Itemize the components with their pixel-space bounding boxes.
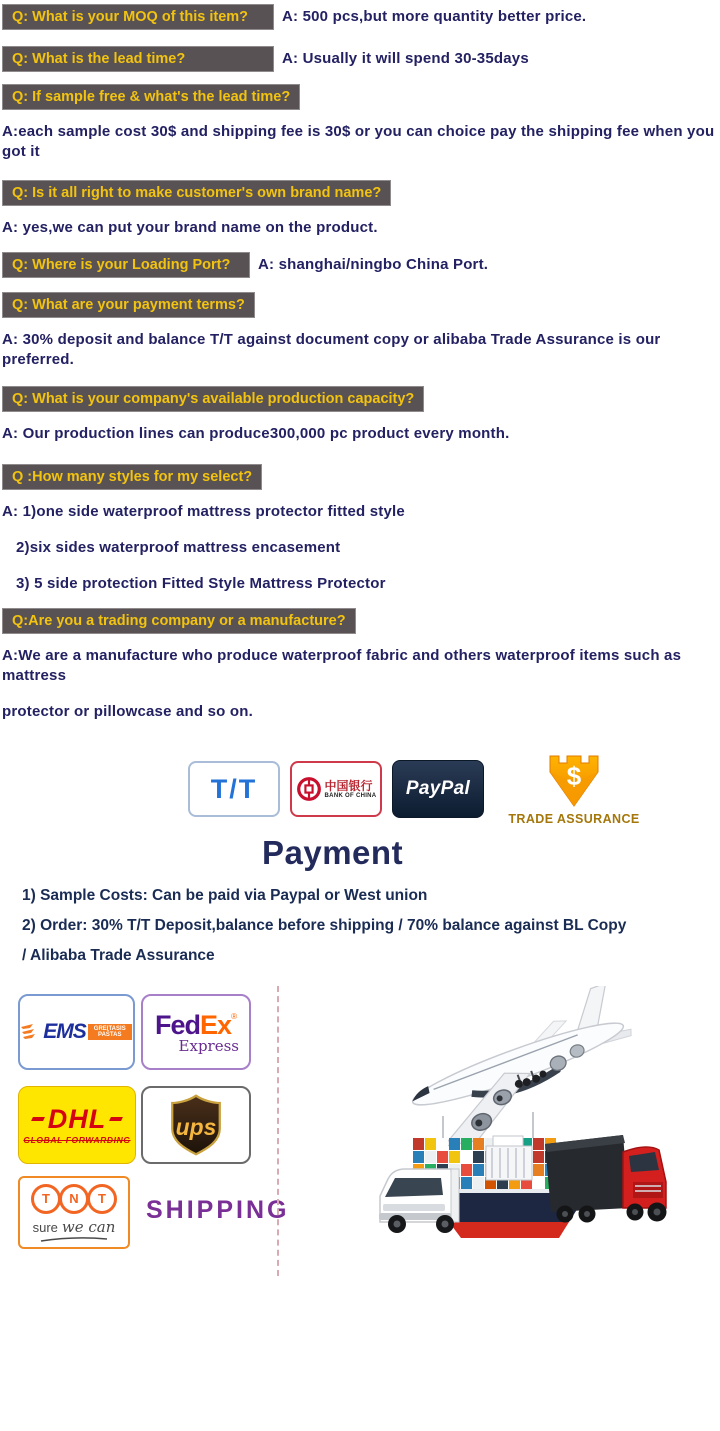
- answer-text: A:We are a manufacture who produce waterproof fabric and others waterproof items such as mattress: [2, 647, 682, 684]
- question-bar: Q: Where is your Loading Port?: [2, 252, 250, 278]
- freight-collage-illustration: [283, 986, 715, 1281]
- answer-text: A: Our production lines can produce300,000 pc product every month.: [2, 425, 510, 442]
- payment-notes: [22, 886, 720, 966]
- dhl-label: DHL: [47, 1103, 107, 1134]
- tnt-letter-circle: N: [59, 1184, 89, 1214]
- fedex-logo: [141, 994, 251, 1070]
- delivery-van-illustration: [379, 1169, 459, 1233]
- tnt-letter-circle: T: [87, 1184, 117, 1214]
- dhl-sub-label: GLOBAL FORWARDING: [23, 1134, 131, 1145]
- answer-text: 3) 5 side protection Fitted Style Mattress Protector: [16, 575, 386, 592]
- answer-text: protector or pillowcase and so on.: [2, 703, 254, 720]
- tnt-underline-swoosh-icon: [39, 1236, 109, 1244]
- question-bar: Q: If sample free & what's the lead time?: [2, 84, 300, 110]
- tt-label: T/T: [210, 773, 258, 804]
- question-bar: Q:Are you a trading company or a manufacture?: [2, 608, 356, 634]
- ems-label: EMS: [43, 1020, 86, 1043]
- bank-of-china-text: [325, 780, 377, 799]
- tnt-slogan: [33, 1218, 116, 1236]
- answer-text: A: yes,we can put your brand name on the product.: [2, 219, 378, 236]
- tt-logo: [188, 761, 280, 817]
- tnt-slogan-sure: sure: [32, 1219, 58, 1235]
- faq-item: [2, 292, 720, 370]
- payment-note: / Alibaba Trade Assurance: [22, 947, 215, 964]
- faq-item: [2, 464, 720, 594]
- registered-mark: ®: [231, 1011, 237, 1021]
- shipping-heading: SHIPPING: [146, 1196, 290, 1224]
- question-bar: Q: Is it all right to make customer's own brand name?: [2, 180, 391, 206]
- trade-assurance-shield-icon: [542, 752, 606, 810]
- faq-item: [2, 386, 720, 444]
- tnt-slogan-wecan: we can: [61, 1217, 116, 1236]
- faq-item: [2, 252, 720, 278]
- bank-of-china-cn-label: 中国银行: [324, 778, 373, 793]
- ems-sub-label: GREITASIS PAŠTAS: [88, 1024, 132, 1040]
- answer-text: A: 30% deposit and balance T/T against document copy or alibaba Trade Assurance is our preferred.: [2, 331, 661, 368]
- bank-of-china-en-label: BANK OF CHINA: [324, 792, 377, 799]
- payment-section: [0, 752, 720, 966]
- question-bar: Q: What is your MOQ of this item?: [2, 4, 274, 30]
- dollar-symbol: $: [566, 761, 582, 791]
- faq-item: [2, 4, 720, 30]
- answer-text: A: Usually it will spend 30-35days: [282, 50, 529, 67]
- fedex-fed-label: Fed: [155, 1009, 201, 1040]
- tnt-logo: [18, 1176, 130, 1249]
- answer-text: A:each sample cost 30$ and shipping fee is 30$ or you can choice pay the shipping fee when you got it: [2, 123, 715, 160]
- answer-text: A: shanghai/ningbo China Port.: [258, 256, 489, 273]
- payment-methods-row: [188, 752, 720, 826]
- answer-text: A: 1)one side waterproof mattress protector fitted style: [2, 503, 405, 520]
- ups-shield-icon: [168, 1093, 224, 1157]
- payment-title: Payment: [262, 834, 404, 871]
- fedex-ex-label: Ex: [200, 1009, 232, 1040]
- ups-logo: [141, 1086, 251, 1164]
- paypal-label: PayPal: [405, 778, 471, 799]
- payment-note: 2) Order: 30% T/T Deposit,balance before shipping / 70% balance against BL Copy: [22, 917, 627, 934]
- faq-item: [2, 180, 720, 238]
- tnt-letter-circle: T: [31, 1184, 61, 1214]
- fedex-express-label: Express: [178, 1036, 239, 1055]
- question-bar: Q: What are your payment terms?: [2, 292, 255, 318]
- trade-assurance-label: TRADE ASSURANCE: [508, 812, 640, 826]
- ems-logo-inner: [21, 1020, 132, 1044]
- question-bar: Q: What is the lead time?: [2, 46, 274, 72]
- ups-label: ups: [175, 1114, 217, 1141]
- dhl-wordmark: [32, 1103, 123, 1134]
- bank-of-china-emblem-icon: [296, 776, 322, 802]
- dhl-stripe-icon: [109, 1117, 123, 1121]
- question-bar: Q: What is your company's available production capacity?: [2, 386, 424, 412]
- faq-item: [2, 608, 720, 722]
- ems-wing-icon: [21, 1024, 41, 1040]
- bank-of-china-logo: [290, 761, 382, 817]
- trade-assurance-logo: [510, 752, 638, 826]
- ems-logo: [18, 994, 135, 1070]
- shipping-section: [0, 986, 720, 1286]
- dhl-logo: [18, 1086, 136, 1164]
- airplane-illustration: [397, 986, 649, 1157]
- answer-text: 2)six sides waterproof mattress encasement: [16, 539, 341, 556]
- payment-note: 1) Sample Costs: Can be paid via Paypal or West union: [22, 887, 428, 904]
- faq-item: [2, 46, 720, 72]
- faq-item: [2, 84, 720, 162]
- answer-text: A: 500 pcs,but more quantity better price.: [282, 8, 587, 25]
- dashed-divider: [277, 986, 279, 1276]
- cargo-truck-illustration: [545, 1135, 667, 1223]
- question-bar: Q :How many styles for my select?: [2, 464, 262, 490]
- tnt-wordmark: [32, 1184, 116, 1214]
- paypal-logo: [392, 760, 484, 818]
- dhl-stripe-icon: [31, 1117, 45, 1121]
